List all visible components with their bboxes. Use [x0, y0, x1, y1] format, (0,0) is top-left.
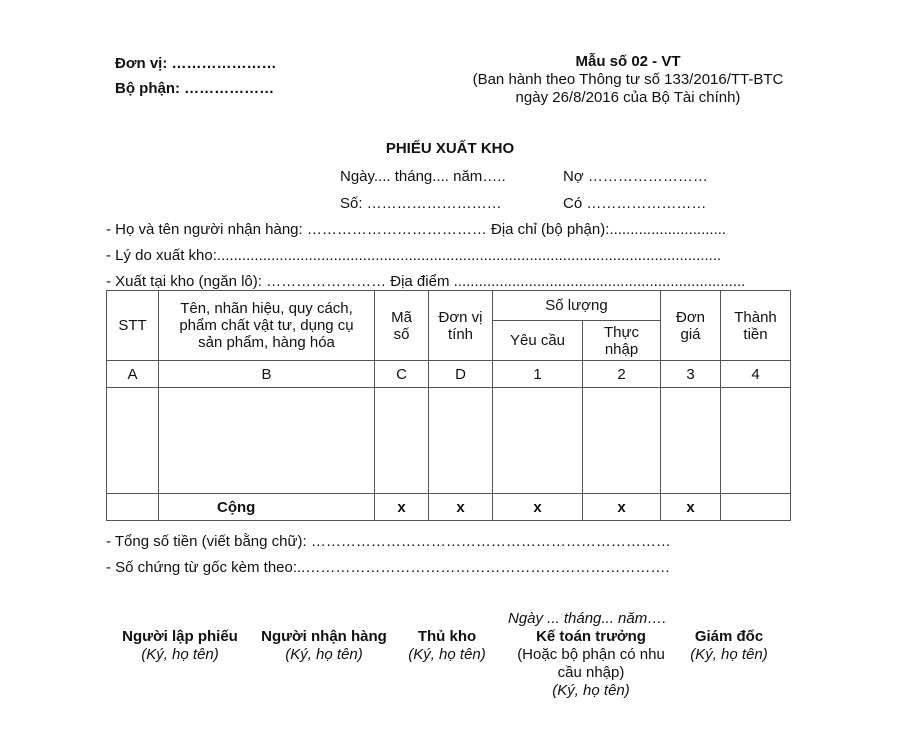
signature-subnote: (Hoặc bộ phận có nhu — [517, 646, 665, 663]
code-cell: 2 — [583, 361, 661, 388]
header-code-line: số — [393, 325, 410, 343]
signature-role: Giám đốc — [694, 628, 764, 645]
header-item-name — [159, 291, 375, 361]
header-amount-line: Thành — [734, 308, 777, 326]
empty-cell[interactable] — [583, 388, 661, 494]
empty-cell[interactable] — [159, 388, 375, 494]
attached-documents: - Số chứng từ gốc kèm theo:..………………………………………………………………. — [106, 559, 670, 576]
code-cell: 1 — [493, 361, 583, 388]
signature-preparer — [115, 628, 245, 664]
signature-note: (Ký, họ tên) — [285, 646, 363, 663]
signature-role: Người nhận hàng — [261, 628, 387, 645]
number-line: Số: ……………………… — [340, 195, 502, 212]
code-cell: A — [107, 361, 159, 388]
total-actual-cell: x — [583, 494, 661, 521]
signature-director — [686, 628, 772, 664]
code-cell: C — [375, 361, 429, 388]
total-price-cell: x — [661, 494, 721, 521]
issued-date-line: ngày 26/8/2016 của Bộ Tài chính) — [515, 89, 741, 106]
total-amount-words: - Tổng số tiền (viết bằng chữ): ……………………………………………………………… — [106, 533, 671, 550]
code-cell: 4 — [721, 361, 791, 388]
form-code-block — [440, 53, 816, 107]
signature-role: Thủ kho — [417, 628, 477, 645]
column-code-row — [107, 361, 791, 388]
total-unit-cell: x — [429, 494, 493, 521]
issued-by-line: (Ban hành theo Thông tư số 133/2016/TT-BTC — [472, 71, 784, 88]
header-unit-price — [661, 291, 721, 361]
date-line: Ngày.... tháng.... năm….. — [340, 168, 506, 185]
signing-date: Ngày ... tháng... năm…. — [508, 610, 667, 627]
goods-table — [106, 290, 791, 521]
empty-cell[interactable] — [107, 388, 159, 494]
empty-cell[interactable] — [429, 388, 493, 494]
header-unit-line: Đơn vị — [438, 308, 483, 326]
code-cell: D — [429, 361, 493, 388]
header-stt: STT — [107, 291, 159, 361]
reason-field: - Lý do xuất kho:......................................................................................................................... — [106, 247, 722, 264]
signature-receiver — [256, 628, 392, 664]
table-row — [107, 388, 791, 494]
signature-note: (Ký, họ tên) — [552, 682, 630, 699]
signature-chief-accountant — [503, 628, 679, 700]
header-item-name-line: phẩm chất vật tư, dụng cụ — [179, 317, 354, 334]
signature-note: (Ký, họ tên) — [141, 646, 219, 663]
empty-cell[interactable] — [493, 388, 583, 494]
header-actual-line: nhập — [604, 340, 639, 358]
code-cell: B — [159, 361, 375, 388]
total-requested-cell: x — [493, 494, 583, 521]
total-row — [107, 494, 791, 521]
signature-storekeeper — [402, 628, 492, 664]
empty-cell[interactable] — [721, 388, 791, 494]
header-unit-line: tính — [447, 325, 474, 343]
header-amount — [721, 291, 791, 361]
empty-cell[interactable] — [661, 388, 721, 494]
total-label: Cộng — [159, 494, 375, 521]
document-title: PHIẾU XUẤT KHO — [385, 140, 515, 157]
bo-phan-label: Bộ phận: ……………… — [115, 80, 275, 97]
signature-subnote: cầu nhập) — [557, 664, 625, 681]
header-item-name-line: sản phẩm, hàng hóa — [198, 334, 335, 351]
code-cell: 3 — [661, 361, 721, 388]
header-unit-price-line: giá — [680, 325, 701, 343]
header-unit-price-line: Đơn — [675, 308, 705, 326]
debit-line: Nợ …………………… — [563, 168, 708, 185]
header-unit — [429, 291, 493, 361]
total-code-cell: x — [375, 494, 429, 521]
don-vi-label: Đơn vị: ………………… — [115, 55, 277, 72]
form-number: Mẫu số 02 - VT — [575, 53, 681, 70]
header-quantity: Số lượng — [493, 291, 661, 321]
header-actual-line: Thực — [603, 323, 640, 341]
header-requested: Yêu cầu — [493, 321, 583, 361]
header-amount-line: tiền — [743, 325, 768, 343]
header-code-line: Mã — [391, 308, 412, 326]
credit-line: Có …………………… — [563, 195, 707, 212]
signature-role: Người lập phiếu — [122, 628, 238, 645]
receiver-field: - Họ và tên người nhận hàng: ……………………………… Địa chỉ (bộ phận):............................ — [106, 221, 727, 238]
signature-note: (Ký, họ tên) — [690, 646, 768, 663]
header-code — [375, 291, 429, 361]
header-item-name-line: Tên, nhãn hiệu, quy cách, — [180, 300, 353, 317]
warehouse-field: - Xuất tại kho (ngăn lô): …………………… Địa điểm ...................................................................... — [106, 273, 746, 290]
total-amount-cell — [721, 494, 791, 521]
table-header-row — [107, 291, 791, 321]
header-actual — [583, 321, 661, 361]
total-stt-cell — [107, 494, 159, 521]
signature-note: (Ký, họ tên) — [408, 646, 486, 663]
signature-role: Kế toán trưởng — [536, 628, 646, 645]
empty-cell[interactable] — [375, 388, 429, 494]
